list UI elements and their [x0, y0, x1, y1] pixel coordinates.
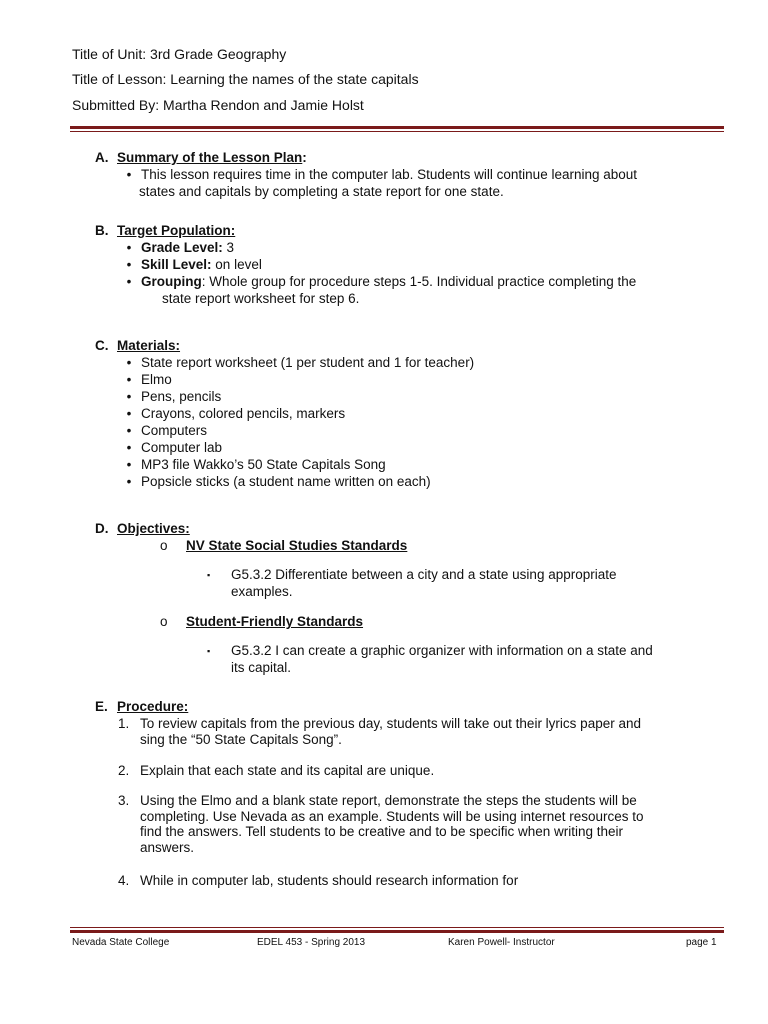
summary-line: states and capitals by completing a state report for one state.	[139, 184, 504, 199]
standard-item: ▪ G5.3.2 Differentiate between a city and a state using appropriate examples.	[207, 567, 617, 599]
skill-level-label: Skill Level:	[141, 257, 212, 272]
bullet-icon: •	[126, 440, 132, 455]
section-summary: A. Summary of the Lesson Plan : • This lesson requires time in the computer lab. Students will continue learning about states and capitals by completing a state report for one state.	[95, 149, 715, 200]
section-letter: B.	[95, 223, 109, 238]
bullet-icon: •	[126, 257, 132, 272]
section-objectives	[95, 520, 715, 537]
procedure-step: 2. Explain that each state and its capital are unique.	[118, 763, 435, 778]
list-item: • Popsicle sticks (a student name written on each)	[95, 473, 715, 490]
circle-bullet-icon: o	[160, 538, 168, 553]
grade-level-label: Grade Level:	[141, 240, 223, 255]
bullet-icon: •	[126, 406, 132, 421]
grouping-label: Grouping	[141, 274, 202, 289]
footer-course: EDEL 453 - Spring 2013	[257, 937, 366, 948]
section-letter: C.	[95, 338, 109, 353]
bullet-icon: •	[126, 355, 132, 370]
section-letter: E.	[95, 699, 108, 714]
bullet-icon: •	[126, 457, 132, 472]
bullet-icon: •	[126, 423, 132, 438]
header-divider	[70, 126, 724, 132]
section-title: Target Population:	[117, 223, 236, 238]
square-bullet-icon: ▪	[207, 570, 211, 580]
list-item: • Crayons, colored pencils, markers	[95, 405, 715, 422]
square-bullet-icon: ▪	[207, 646, 211, 656]
grouping-continuation: state report worksheet for step 6.	[162, 291, 360, 306]
list-item: • Computers	[95, 422, 715, 439]
grade-level-value: 3	[222, 240, 235, 255]
procedure-step: 1. To review capitals from the previous day, students will take out their lyrics paper and sing the “50 State Capitals Song”.	[118, 716, 641, 747]
nv-standards-heading: o NV State Social Studies Standards	[160, 538, 408, 553]
footer-instructor: Karen Powell- Instructor	[448, 937, 555, 948]
bullet-icon: •	[126, 240, 132, 255]
bullet-icon: •	[126, 474, 132, 489]
list-item: • MP3 file Wakko’s 50 State Capitals Song	[95, 456, 715, 473]
skill-level-value: on level	[211, 257, 262, 272]
bullet-icon: •	[126, 372, 132, 387]
section-letter: D.	[95, 521, 109, 536]
footer-divider	[70, 927, 724, 933]
summary-line: This lesson requires time in the computer lab. Students will continue learning about	[141, 167, 638, 182]
standard-item: ▪ G5.3.2 I can create a graphic organizer with information on a state and its capital.	[207, 643, 653, 675]
section-letter: A.	[95, 150, 109, 165]
bullet-icon: •	[126, 167, 132, 182]
lesson-title: Title of Lesson: Learning the names of the state capitals	[72, 71, 419, 87]
section-procedure	[95, 698, 715, 715]
student-standards-heading: o Student-Friendly Standards	[160, 614, 364, 629]
section-title: Materials:	[117, 338, 181, 353]
section-title: Procedure:	[117, 699, 189, 714]
list-item: • Elmo	[95, 371, 715, 388]
list-item: • State report worksheet (1 per student and 1 for teacher)	[95, 354, 715, 371]
list-item: • Pens, pencils	[95, 388, 715, 405]
procedure-step: 4. While in computer lab, students should research information for	[118, 873, 519, 888]
grouping-value: : Whole group for procedure steps 1-5. Individual practice completing the	[201, 274, 637, 289]
submitted-by: Submitted By: Martha Rendon and Jamie Holst	[72, 97, 364, 113]
bullet-icon: •	[126, 389, 132, 404]
bullet-icon: •	[126, 274, 132, 289]
footer-page-number: page 1	[686, 937, 717, 948]
circle-bullet-icon: o	[160, 614, 168, 629]
section-materials	[95, 337, 715, 490]
list-item: • Computer lab	[95, 439, 715, 456]
unit-title: Title of Unit: 3rd Grade Geography	[72, 46, 287, 62]
section-target-population	[95, 222, 715, 307]
section-title: Objectives:	[117, 521, 190, 536]
section-title: Summary of the Lesson Plan	[117, 150, 303, 165]
footer-college: Nevada State College	[72, 937, 170, 948]
procedure-step: 3. Using the Elmo and a blank state report, demonstrate the steps the students will be completing. Use Nevada as an example. Students will be using internet resources to find the answers. Tell students to be creative and to be specific when writing their answers.	[118, 793, 644, 855]
